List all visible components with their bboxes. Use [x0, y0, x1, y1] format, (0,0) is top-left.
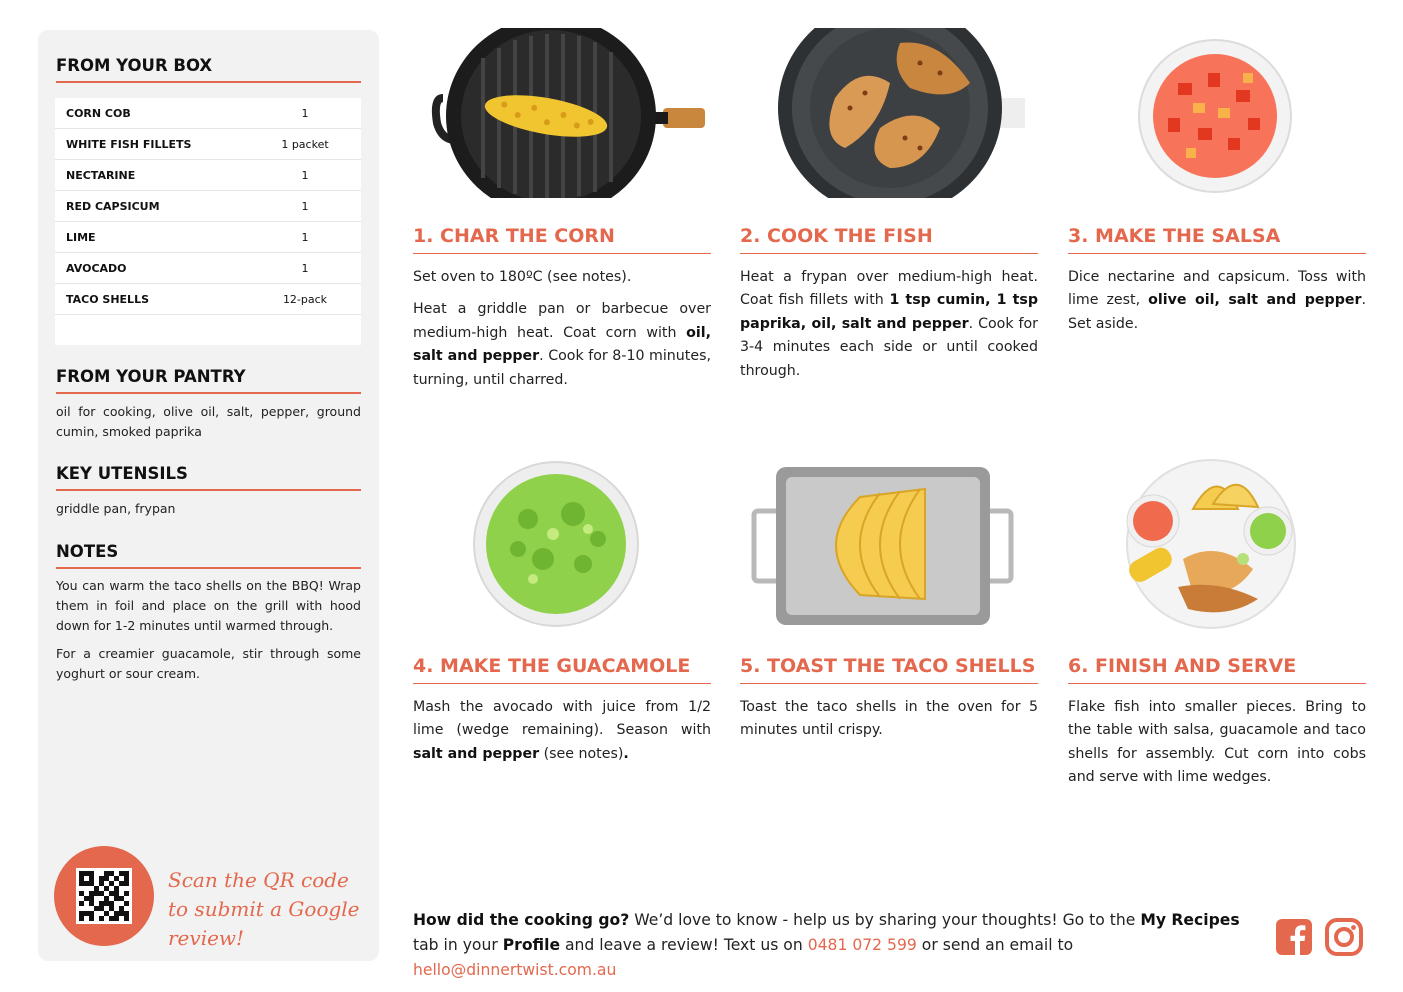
step-2-paragraph	[740, 266, 1038, 383]
ingredient-name: LIME	[66, 230, 96, 244]
footer-text: or send an email to	[916, 936, 1074, 954]
sidebar-panel	[38, 30, 379, 961]
ingredient-name: NECTARINE	[66, 168, 136, 182]
guacamole-bowl-image	[413, 459, 711, 629]
step-1-bold: oil, salt and pepper	[413, 324, 711, 365]
table-row	[55, 98, 361, 129]
step-6-paragraph: Flake fish into smaller pieces. Bring to the table with salsa, guacamole and taco shells for assembly. Cut corn into cobs and serve with lime wedges.	[1068, 699, 1366, 786]
table-row	[55, 160, 361, 191]
step-1-title: 1. CHAR THE CORN	[413, 225, 711, 254]
step-3-bold: olive oil, salt and pepper	[1148, 292, 1362, 309]
ingredient-name: CORN COB	[66, 106, 131, 120]
footer-text: and leave a review! Text us on	[560, 936, 808, 954]
table-row	[55, 284, 361, 315]
email-link[interactable]: hello@dinnertwist.com.au	[413, 961, 617, 979]
my-recipes-label: My Recipes	[1140, 911, 1240, 929]
step-3-body	[1068, 266, 1366, 345]
ingredient-name: AVOCADO	[66, 261, 127, 275]
step-2-bold: 1 tsp cumin, 1 tsp paprika, oil, salt and pepper	[740, 292, 1038, 332]
step-4-bold: salt and pepper	[413, 745, 540, 762]
qr-caption: Scan the QR code to submit a Google review!	[168, 868, 360, 950]
step-2-body	[740, 266, 1038, 392]
table-row	[55, 222, 361, 253]
qr-badge	[54, 846, 154, 946]
step-3-text: Dice nectarine and capsicum. Toss with lime zest,	[1068, 269, 1366, 309]
ingredient-name: TACO SHELLS	[66, 292, 149, 306]
step-6-body	[1068, 696, 1366, 799]
box-heading: FROM YOUR BOX	[56, 56, 361, 83]
ingredient-qty: 1	[301, 106, 309, 120]
step-1-text: Heat a griddle pan or barbecue over medium-high heat. Coat corn with	[413, 301, 711, 341]
footer-question: How did the cooking go?	[413, 911, 630, 929]
step-2-title: 2. COOK THE FISH	[740, 225, 1038, 254]
utensils-text: griddle pan, frypan	[56, 501, 176, 516]
step-1-text-end: . Cook for 8-10 minutes, turning, until charred.	[413, 348, 711, 388]
step-3-text-end: . Set aside.	[1068, 292, 1366, 332]
note-1: You can warm the taco shells on the BBQ! Wrap them in foil and place on the grill with hood down for 1-2 minutes until warmed through.	[56, 578, 361, 633]
step-5-paragraph: Toast the taco shells in the oven for 5 minutes until crispy.	[740, 699, 1038, 739]
ingredient-qty: 12-pack	[282, 292, 328, 306]
ingredient-qty: 1	[301, 230, 309, 244]
phone-link[interactable]: 0481 072 599	[807, 936, 917, 954]
ingredient-name: RED CAPSICUM	[66, 199, 160, 213]
step-4-body	[413, 696, 711, 775]
corn-on-griddle-pan-image	[413, 28, 711, 198]
step-1-paragraph-1: Set oven to 180ºC (see notes).	[413, 269, 632, 285]
step-1-paragraph-2	[413, 298, 711, 392]
table-row	[55, 129, 361, 160]
instagram-icon[interactable]	[1325, 918, 1363, 956]
step-3-title: 3. MAKE THE SALSA	[1068, 225, 1366, 254]
pantry-heading: FROM YOUR PANTRY	[56, 367, 361, 394]
step-4-text: Mash the avocado with juice from 1/2 lime (wedge remaining). Season with	[413, 699, 711, 739]
footer-text: tab in your	[413, 936, 503, 954]
ingredient-name: WHITE FISH FILLETS	[66, 137, 192, 151]
taco-shells-tray-image	[740, 459, 1038, 629]
step-2-text: Heat a frypan over medium-high heat. Coat fish fillets with	[740, 269, 1038, 309]
step-5-title: 5. TOAST THE TACO SHELLS	[740, 655, 1038, 684]
salsa-bowl-image	[1068, 28, 1366, 198]
qr-code[interactable]	[76, 868, 132, 924]
ingredient-qty: 1	[301, 261, 309, 275]
utensils-heading: KEY UTENSILS	[56, 464, 361, 491]
notes-heading: NOTES	[56, 542, 361, 569]
step-4-period: .	[623, 745, 629, 762]
facebook-icon[interactable]	[1275, 918, 1313, 956]
table-row	[55, 253, 361, 284]
ingredient-qty: 1	[301, 199, 309, 213]
step-2-text-end: . Cook for 3-4 minutes each side or until cooked through.	[740, 315, 1038, 379]
note-2: For a creamier guacamole, stir through some yoghurt or sour cream.	[56, 646, 361, 681]
ingredients-table	[55, 98, 361, 345]
footer-text: We’d love to know - help us by sharing your thoughts! Go to the	[629, 911, 1141, 929]
ingredient-qty: 1 packet	[281, 137, 329, 151]
serving-plate-image	[1068, 459, 1366, 629]
step-5-body	[740, 696, 1038, 752]
review-footer	[413, 908, 1263, 983]
step-4-text-end: (see notes)	[539, 745, 624, 762]
table-spacer	[55, 315, 361, 345]
ingredient-qty: 1	[301, 168, 309, 182]
step-1-body	[413, 266, 711, 401]
table-row	[55, 191, 361, 222]
fish-in-frypan-image	[740, 28, 1038, 198]
step-3-paragraph	[1068, 266, 1366, 336]
profile-label: Profile	[502, 936, 561, 954]
step-4-paragraph	[413, 696, 711, 766]
step-4-title: 4. MAKE THE GUACAMOLE	[413, 655, 711, 684]
pantry-text: oil for cooking, olive oil, salt, pepper, ground cumin, smoked paprika	[56, 404, 361, 439]
step-6-title: 6. FINISH AND SERVE	[1068, 655, 1366, 684]
